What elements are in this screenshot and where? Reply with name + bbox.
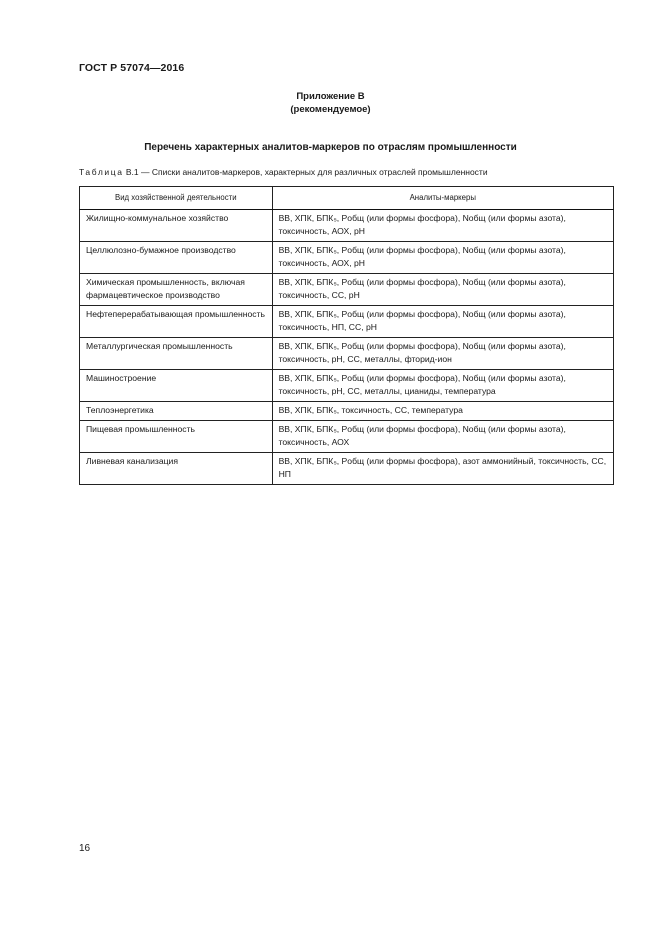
table-row [80, 274, 614, 306]
table-row [80, 370, 614, 402]
column-header-industry: Вид хозяйственной деятельности [80, 187, 273, 210]
markers-text: ВВ, ХПК, БПК₅, токсичность, СС, температура [278, 405, 463, 415]
table-row [80, 421, 614, 453]
page-number: 16 [79, 843, 91, 854]
markers-cell [272, 370, 613, 402]
industry-cell: Химическая промышленность, включая фармацевтическое производство [80, 274, 273, 306]
table-caption-label: Таблица [79, 167, 124, 177]
markers-cell [272, 402, 613, 421]
markers-text: ВВ, ХПК, БПК₅, Pобщ (или формы фосфора), Nобщ (или формы азота), токсичность, АОХ, pH [278, 245, 566, 268]
markers-cell [272, 421, 613, 453]
industry-cell: Нефтеперерабатывающая промышленность [80, 306, 273, 338]
industry-cell: Машиностроение [80, 370, 273, 402]
industry-cell: Ливневая канализация [80, 453, 273, 485]
markers-cell [272, 338, 613, 370]
table-header-row [80, 187, 614, 210]
annex-title: Приложение В [296, 91, 365, 102]
industry-cell: Металлургическая промышленность [80, 338, 273, 370]
table-row [80, 242, 614, 274]
markers-cell [272, 274, 613, 306]
markers-table [79, 186, 614, 485]
markers-text: ВВ, ХПК, БПК₅, Pобщ (или формы фосфора), азот аммонийный, токсичность, СС, НП [278, 456, 607, 479]
column-header-markers: Аналиты-маркеры [272, 187, 613, 210]
markers-text: ВВ, ХПК, БПК₅, Pобщ (или формы фосфора), Nобщ (или формы азота), токсичность, НП, СС, pH [278, 309, 566, 332]
markers-text: ВВ, ХПК, БПК₅, Pобщ (или формы фосфора), Nобщ (или формы азота), токсичность, АОХ [278, 424, 566, 447]
markers-cell [272, 453, 613, 485]
table-body [80, 210, 614, 485]
markers-cell [272, 306, 613, 338]
table-row [80, 210, 614, 242]
markers-text: ВВ, ХПК, БПК₅, Pобщ (или формы фосфора), Nобщ (или формы азота), токсичность, pH, СС, металлы, цианиды, температура [278, 373, 566, 396]
markers-cell [272, 242, 613, 274]
table-caption [79, 167, 488, 177]
markers-text: ВВ, ХПК, БПК₅, Pобщ (или формы фосфора), Nобщ (или формы азота), токсичность, pH, СС, металлы, фторид-ион [278, 341, 566, 364]
standard-code: ГОСТ Р 57074—2016 [79, 62, 185, 74]
table-caption-text: В.1 — Списки аналитов-маркеров, характерных для различных отраслей промышленности [123, 167, 488, 177]
table-row [80, 338, 614, 370]
section-heading: Перечень характерных аналитов-маркеров по отраслям промышленности [144, 142, 517, 153]
annex-status: (рекомендуемое) [290, 104, 371, 115]
markers-text: ВВ, ХПК, БПК₅, Pобщ (или формы фосфора), Nобщ (или формы азота), токсичность, АОХ, pH [278, 213, 566, 236]
industry-cell: Теплоэнергетика [80, 402, 273, 421]
table-row [80, 453, 614, 485]
markers-cell [272, 210, 613, 242]
industry-cell: Пищевая промышленность [80, 421, 273, 453]
industry-cell: Жилищно-коммунальное хозяйство [80, 210, 273, 242]
industry-cell: Целлюлозно-бумажное производство [80, 242, 273, 274]
markers-text: ВВ, ХПК, БПК₅, Pобщ (или формы фосфора), Nобщ (или формы азота), токсичность, СС, pH [278, 277, 566, 300]
table-row [80, 306, 614, 338]
table-row [80, 402, 614, 421]
